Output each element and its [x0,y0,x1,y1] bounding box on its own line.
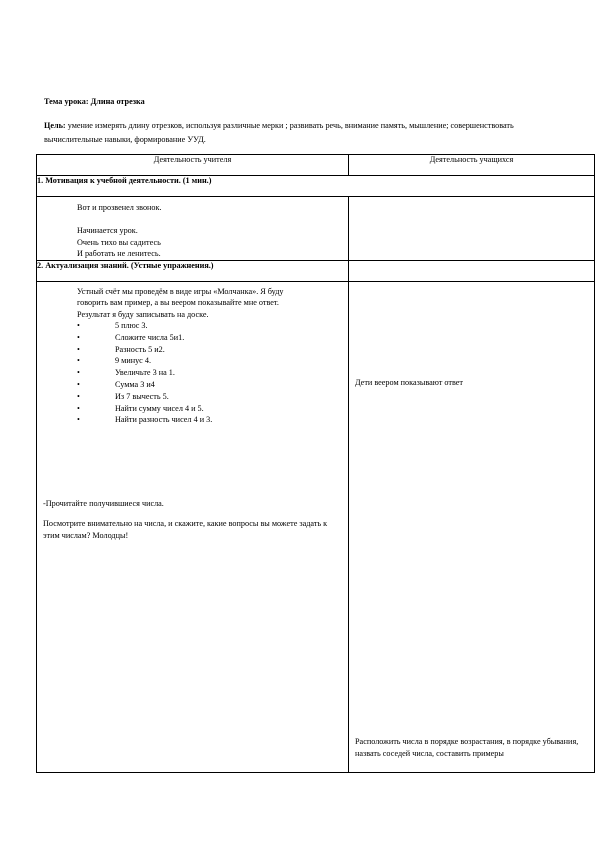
lesson-topic: Тема урока: Длина отрезка [44,97,145,106]
exercise-item [77,414,348,426]
lesson-plan-table [36,154,595,773]
exercise-item [77,391,348,403]
exercise-text: Разность 5 и2. [115,344,165,354]
intro-line: Результат я буду записывать на доске. [77,309,209,319]
intro-line: Устный счёт мы проведём в виде игры «Молчанка». Я буду [77,286,284,296]
section1-content-row [37,197,595,261]
poem-line [77,214,348,226]
goal-label: Цель: [44,121,66,130]
intro-line: говорить вам пример, а вы веером показывайте мне ответ. [77,298,279,307]
section1-students-cell [349,197,595,261]
header-students: Деятельность учащихся [349,155,595,176]
exercise-list [77,320,348,426]
bullet-mark: • [77,391,80,401]
exercise-text: Увеличьте 3 на 1. [115,368,175,378]
exercise-item [77,332,348,344]
exercise-item [77,344,348,356]
poem-line: Вот и прозвенел звонок. [77,203,162,212]
section2-teacher-cell [37,281,349,772]
bullet-mark: • [77,368,80,378]
bullet-mark: • [77,415,80,425]
poem-line: И работать не ленитесь. [77,249,161,258]
bullet-mark: • [77,356,80,366]
table-header-row [37,155,595,176]
section2-empty-cell [349,260,595,281]
read-numbers-text: -Прочитайте получившиеся числа. [43,499,164,509]
exercise-text: 5 плюс 3. [115,321,148,330]
exercise-item [77,320,348,332]
poem-line: Начинается урок. [77,226,138,235]
students-answer-text: Дети веером показывают ответ [355,377,463,387]
exercise-item [77,379,348,391]
exercise-item [77,403,348,415]
exercise-text: Из 7 вычесть 5. [115,391,169,401]
section2-content-row [37,281,595,772]
lesson-goal [44,119,564,147]
exercise-item [77,367,348,379]
bullet-mark: • [77,379,80,389]
exercise-text: Сумма 3 и4 [115,379,155,389]
bullet-mark: • [77,403,80,413]
exercise-text: Найти сумму чисел 4 и 5. [115,403,204,413]
section2-title: 2. Актуализация знаний. (Устные упражнения.) [37,260,349,281]
students-task-text: Расположить числа в порядке возрастания, в порядке убывания, назвать соседей числа, составить примеры [355,736,579,758]
section1-title: 1. Мотивация к учебной деятельности. (1 мин.) [37,176,595,197]
bullet-mark: • [77,332,80,342]
bullet-mark: • [77,321,80,330]
section1-row [37,176,595,197]
exercise-text: 9 минус 4. [115,356,152,366]
section1-teacher-cell [37,197,349,261]
goal-text: умение измерять длину отрезков, используя различные мерки ; развивать речь, внимание память, мышление; совершенствовать вычислительные навыки, формирование УУД. [44,121,514,144]
look-numbers-text: Посмотрите внимательно на числа, и скажите, какие вопросы вы можете задать к этим числам? Молодцы! [43,519,328,541]
header-teacher: Деятельность учителя [37,155,349,176]
poem-line: Очень тихо вы садитесь [77,237,161,247]
exercise-text: Найти разность чисел 4 и 3. [115,415,213,425]
exercise-item [77,355,348,367]
bullet-mark: • [77,344,80,354]
section2-row [37,260,595,281]
exercise-text: Сложите числа 5и1. [115,332,185,342]
section2-students-cell [349,281,595,772]
